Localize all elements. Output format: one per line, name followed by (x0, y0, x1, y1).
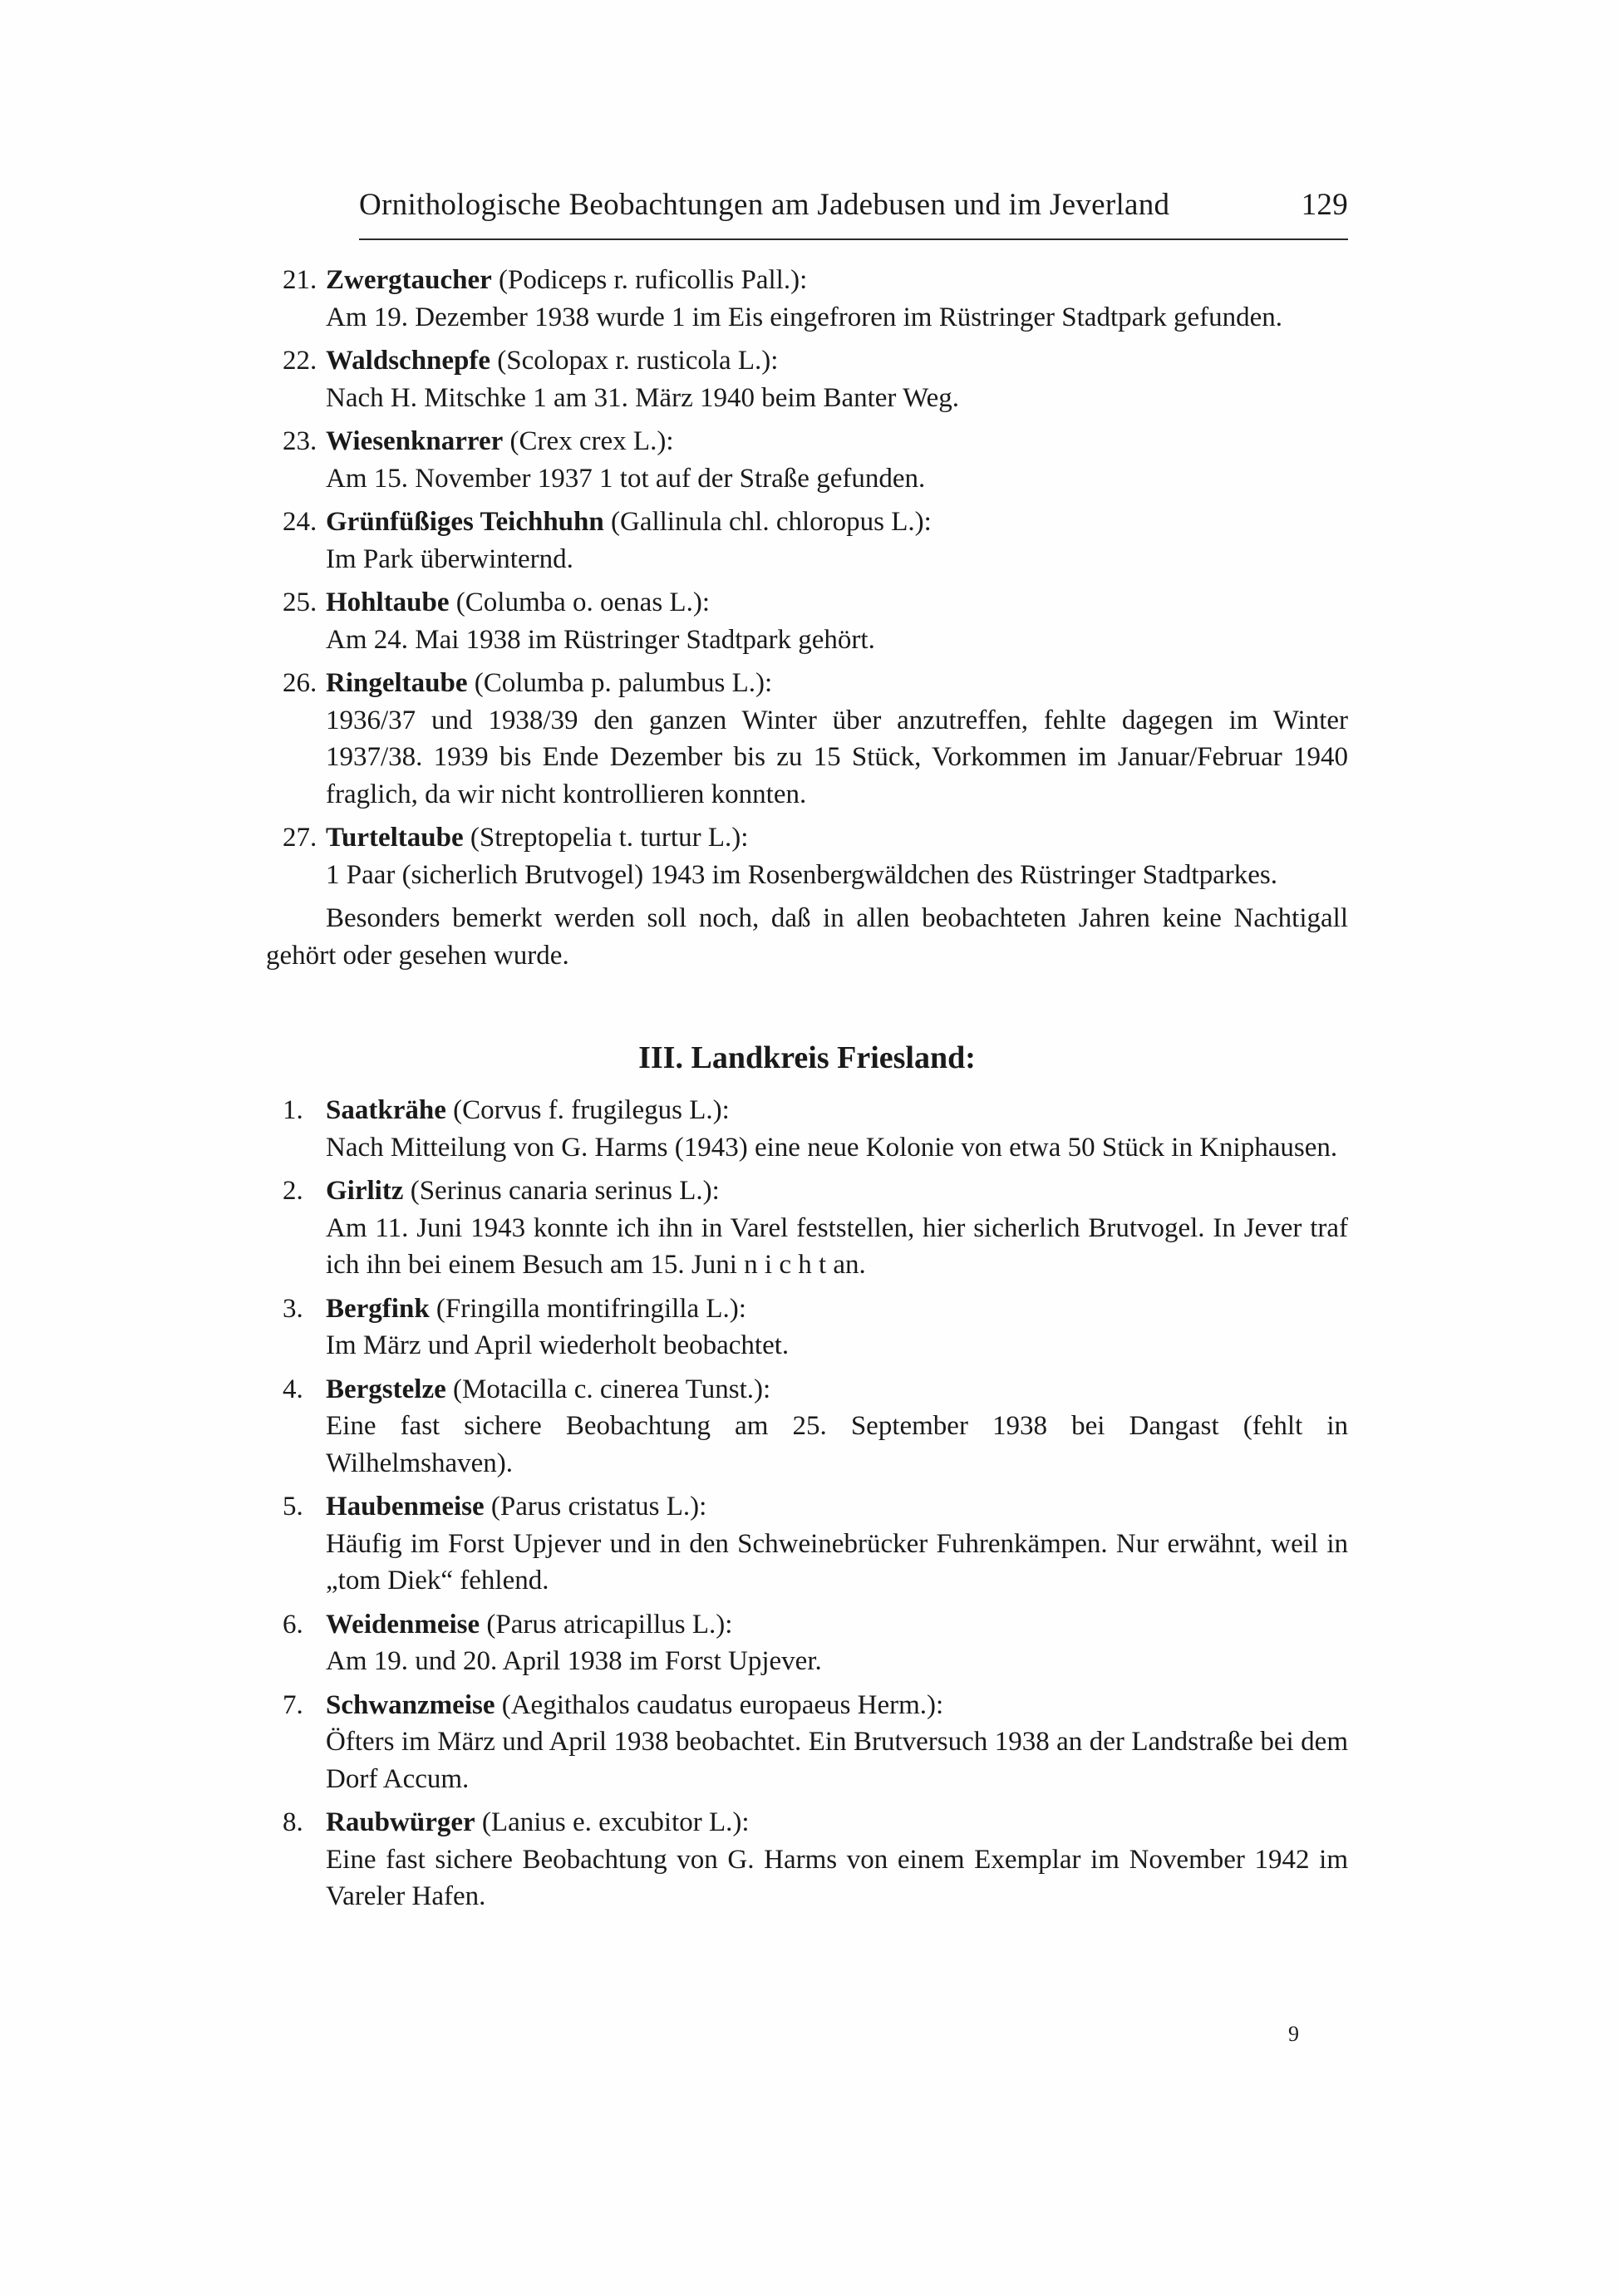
species-latin-name: (Parus cristatus L.): (484, 1492, 707, 1522)
entry-heading (326, 1371, 1348, 1409)
species-latin-name: (Lanius e. excubitor L.): (475, 1807, 750, 1837)
entry-number: 27. (283, 823, 317, 853)
entry-number: 6. (283, 1609, 303, 1640)
entry-number: 4. (283, 1374, 303, 1404)
entry-number: 23. (283, 426, 317, 456)
species-name: Bergfink (326, 1293, 430, 1324)
species-entry (266, 423, 1348, 497)
species-entry (266, 342, 1348, 416)
species-latin-name: (Columba p. palumbus L.): (467, 668, 773, 698)
entry-text: Öfters im März und April 1938 beobachtet. Ein Brutversuch 1938 an der Landstraße bei dem Dorf Accum. (326, 1727, 1348, 1794)
entry-heading (326, 1606, 1348, 1644)
header-rule (359, 238, 1348, 240)
entry-text: Nach H. Mitschke 1 am 31. März 1940 beim Banter Weg. (326, 382, 959, 413)
species-latin-name: (Gallinula chl. chloropus L.): (603, 507, 932, 537)
entry-number: 3. (283, 1293, 303, 1324)
entry-heading (326, 504, 1348, 541)
species-latin-name: (Motacilla c. cinerea Tunst.): (445, 1374, 771, 1404)
species-name: Raubwürger (326, 1807, 475, 1837)
page-body (266, 262, 1348, 1922)
running-head (359, 184, 1348, 226)
entry-heading (326, 1687, 1348, 1724)
species-latin-name: (Podiceps r. ruficollis Pall.): (491, 265, 808, 295)
species-entry (266, 665, 1348, 813)
entry-heading (326, 262, 1348, 299)
species-name: Bergstelze (326, 1374, 446, 1404)
species-name: Hohltaube (326, 588, 450, 617)
signature-mark: 9 (1288, 2022, 1299, 2046)
species-name: Saatkrähe (326, 1095, 446, 1125)
species-entry (266, 1804, 1348, 1915)
entry-heading (326, 584, 1348, 622)
entry-heading (326, 1804, 1348, 1841)
species-list-jeverland (266, 262, 1348, 893)
entry-heading (326, 1291, 1348, 1328)
species-entry (266, 1488, 1348, 1600)
species-entry (266, 1173, 1348, 1284)
closing-paragraph: Besonders bemerkt werden soll noch, daß in allen beobachteten Jahren keine Nachtigall gehört oder gesehen wurde. (266, 903, 1348, 971)
species-entry (266, 819, 1348, 893)
entry-text: Am 19. und 20. April 1938 im Forst Upjever. (326, 1646, 822, 1676)
species-name: Weidenmeise (326, 1609, 480, 1640)
species-latin-name: (Parus atricapillus L.): (480, 1609, 733, 1640)
entry-number: 22. (283, 346, 317, 376)
species-entry (266, 584, 1348, 658)
species-entry (266, 1371, 1348, 1482)
species-latin-name: (Serinus canaria serinus L.): (403, 1176, 720, 1206)
species-entry (266, 1606, 1348, 1680)
entry-number: 25. (283, 588, 317, 617)
entry-number: 21. (283, 265, 317, 295)
species-entry (266, 504, 1348, 578)
species-latin-name: (Aegithalos caudatus europaeus Herm.): (495, 1689, 944, 1720)
entry-number: 5. (283, 1492, 303, 1522)
entry-number: 8. (283, 1807, 303, 1837)
entry-number: 1. (283, 1095, 303, 1125)
species-name: Haubenmeise (326, 1492, 485, 1522)
entry-text: Am 24. Mai 1938 im Rüstringer Stadtpark gehört. (326, 624, 875, 655)
entry-text: Nach Mitteilung von G. Harms (1943) eine neue Kolonie von etwa 50 Stück in Kniphausen. (326, 1132, 1338, 1163)
entry-text: Am 19. Dezember 1938 wurde 1 im Eis eingefroren im Rüstringer Stadtpark gefunden. (326, 302, 1283, 332)
entry-heading (326, 342, 1348, 380)
entry-number: 26. (283, 668, 317, 698)
species-latin-name: (Columba o. oenas L.): (449, 588, 710, 617)
entry-text: 1 Paar (sicherlich Brutvogel) 1943 im Rosenbergwäldchen des Rüstringer Stadtparkes. (326, 859, 1277, 890)
page-number: 129 (1301, 188, 1348, 222)
entry-heading (326, 819, 1348, 857)
entry-heading (326, 665, 1348, 702)
entry-heading (326, 1488, 1348, 1526)
entry-heading (326, 1092, 1348, 1129)
entry-text: Häufig im Forst Upjever und in den Schweinebrücker Fuhrenkämpen. Nur erwähnt, weil in „tom Diek“ fehlend. (326, 1528, 1348, 1595)
species-name: Waldschnepfe (326, 346, 491, 376)
species-name: Ringeltaube (326, 668, 468, 698)
species-name: Grünfüßiges Teichhuhn (326, 507, 604, 537)
species-list-friesland (266, 1092, 1348, 1915)
species-latin-name: (Scolopax r. rusticola L.): (490, 346, 779, 376)
species-name: Turteltaube (326, 823, 464, 853)
species-entry (266, 1687, 1348, 1798)
entry-heading (326, 1173, 1348, 1210)
entry-number: 2. (283, 1176, 303, 1206)
entry-text: Eine fast sichere Beobachtung am 25. September 1938 bei Dangast (fehlt in Wilhelmshaven). (326, 1411, 1348, 1478)
entry-number: 24. (283, 507, 317, 537)
species-entry (266, 1291, 1348, 1364)
entry-text: Am 11. Juni 1943 konnte ich ihn in Varel feststellen, hier sicherlich Brutvogel. In Jever traf ich ihn bei einem Besuch am 15. Juni n i c h t an. (326, 1212, 1348, 1280)
entry-number: 7. (283, 1689, 303, 1720)
species-name: Zwergtaucher (326, 265, 492, 295)
species-entry (266, 1092, 1348, 1166)
species-latin-name: (Crex crex L.): (503, 426, 674, 456)
species-entry (266, 262, 1348, 336)
section-title: III. Landkreis Friesland: (638, 1040, 976, 1075)
species-name: Schwanzmeise (326, 1689, 495, 1720)
species-latin-name: (Fringilla montifringilla L.): (429, 1293, 746, 1324)
species-name: Wiesenknarrer (326, 426, 504, 456)
entry-text: 1936/37 und 1938/39 den ganzen Winter über anzutreffen, fehlte dagegen im Winter 1937/38. 1939 bis Ende Dezember bis zu 15 Stück, Vorkommen im Januar/Februar 1940 fraglich, da wir nicht kontrollieren konnten. (326, 705, 1348, 809)
species-latin-name: (Corvus f. frugilegus L.): (445, 1095, 730, 1125)
entry-text: Im Park überwinternd. (326, 543, 573, 574)
entry-text: Am 15. November 1937 1 tot auf der Straße gefunden. (326, 463, 926, 494)
entry-text: Im März und April wiederholt beobachtet. (326, 1330, 790, 1360)
running-head-title: Ornithologische Beobachtungen am Jadebusen und im Jeverland (359, 188, 1170, 222)
entry-heading (326, 423, 1348, 460)
entry-text: Eine fast sichere Beobachtung von G. Harms von einem Exemplar im November 1942 im Vareler Hafen. (326, 1844, 1348, 1911)
species-name: Girlitz (326, 1176, 404, 1206)
species-latin-name: (Streptopelia t. turtur L.): (463, 823, 749, 853)
